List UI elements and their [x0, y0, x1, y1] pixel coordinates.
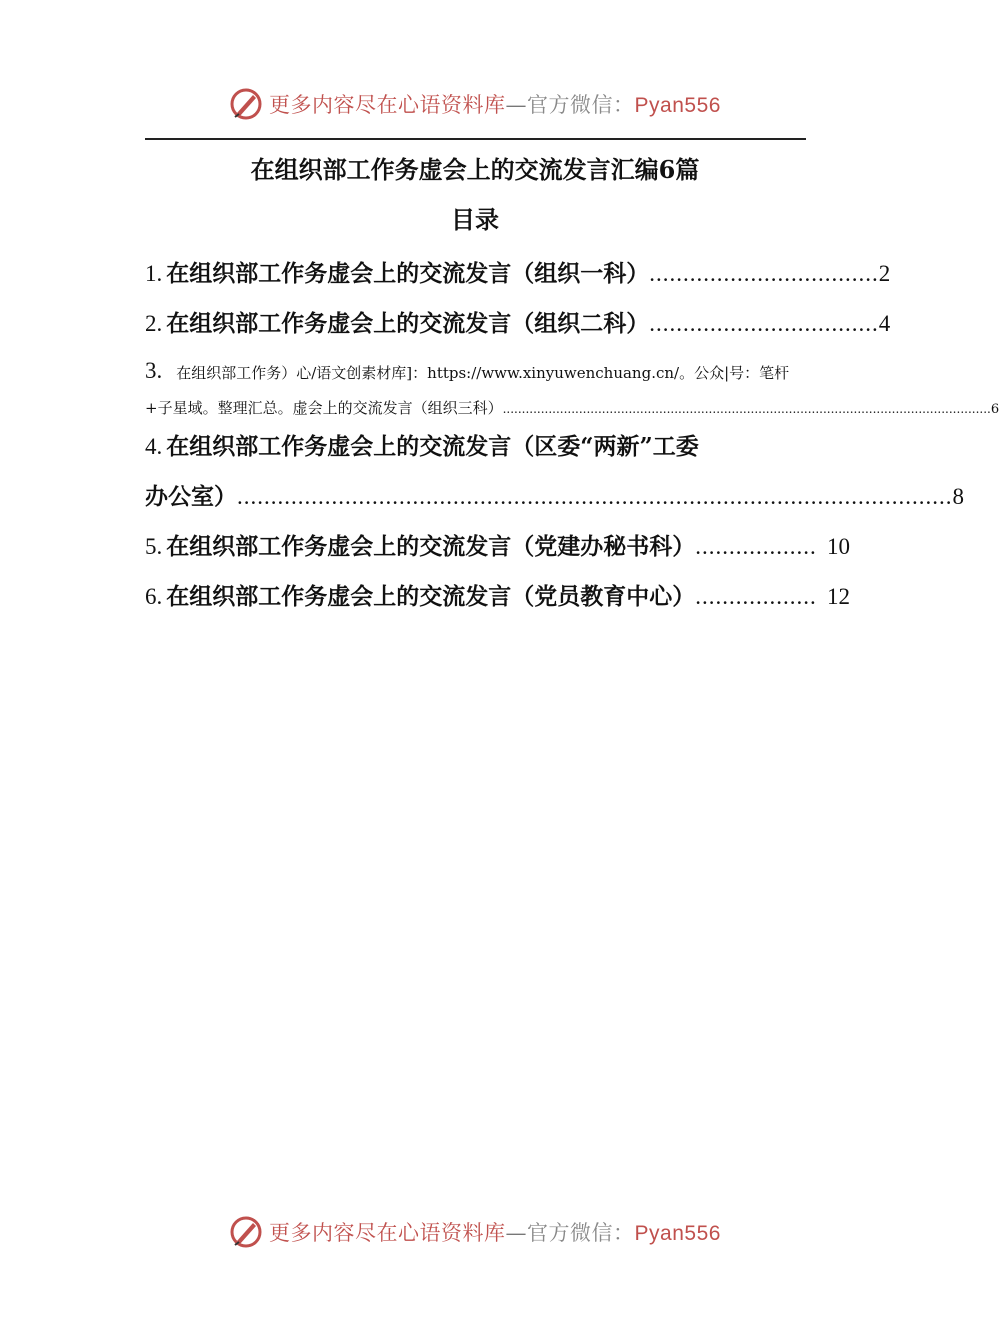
toc-entry-2[interactable] [145, 305, 891, 338]
toc-leader-dots: .................................. [649, 311, 879, 336]
banner-slogan: 更多内容尽在心语资料库 [269, 93, 506, 117]
toc-entry-3-line-2[interactable] [145, 397, 999, 418]
toc-entry-text: 在组织部工作务）心/语文创素材库]：https://www.xinyuwenchuang.cn/。公众|号：笔杆 [176, 364, 790, 382]
document-title: 在组织部工作务虚会上的交流发言汇编6篇 [250, 155, 700, 184]
toc-page-number: 6 [990, 402, 999, 417]
toc-leader-dots: .................. [695, 584, 817, 609]
banner-dash: — [505, 93, 528, 117]
banner-wechat-id: Pyan556 [634, 94, 721, 117]
toc-entry-5[interactable] [145, 528, 850, 561]
toc-entry-number: 1. [145, 261, 163, 286]
toc-entry-4-line-1[interactable] [145, 428, 699, 461]
banner-text [269, 89, 721, 119]
toc-page-number: 8 [952, 484, 964, 509]
toc-entry-number: 4. [145, 434, 163, 459]
toc-entry-number: 3. [145, 358, 163, 383]
toc-entry-text: 在组织部工作务虚会上的交流发言（党员教育中心） [166, 583, 696, 610]
toc-entry-text: +子星域。整理汇总。虚会上的交流发言（组织三科） [145, 399, 503, 417]
header-banner [0, 82, 950, 126]
toc-leader-dots: .................................. [649, 261, 879, 286]
header-rule [145, 138, 806, 140]
toc-entry-text: 在组织部工作务虚会上的交流发言（党建办秘书科） [166, 533, 696, 560]
toc-entry-4-line-2[interactable] [145, 478, 964, 511]
toc-entry-text: 办公室） [145, 483, 237, 510]
banner-wechat-label: 官方微信： [527, 93, 635, 117]
toc-page-number: 12 [827, 584, 850, 609]
toc-entry-1[interactable] [145, 255, 891, 288]
toc-page-number: 2 [878, 261, 891, 286]
toc-entry-text: 在组织部工作务虚会上的交流发言（组织一科） [166, 260, 650, 287]
pen-seal-logo-icon [229, 1215, 263, 1249]
toc-entry-text: 在组织部工作务虚会上的交流发言（区委“两新”工委 [166, 433, 699, 460]
banner-dash: — [505, 1221, 528, 1245]
toc-heading: 目录 [451, 205, 499, 234]
toc-entry-text: 在组织部工作务虚会上的交流发言（组织二科） [166, 310, 650, 337]
banner-wechat-label: 官方微信： [527, 1221, 635, 1245]
pen-seal-logo-icon [229, 87, 263, 121]
banner-wechat-id: Pyan556 [634, 1222, 721, 1245]
toc-entry-6[interactable] [145, 578, 850, 611]
banner-text [269, 1217, 721, 1247]
toc-page-number: 10 [827, 534, 850, 559]
toc-entry-number: 6. [145, 584, 163, 609]
banner-slogan: 更多内容尽在心语资料库 [269, 1221, 506, 1245]
toc-leader-dots: ................................................................................................................................ [502, 402, 991, 416]
toc-entry-number: 5. [145, 534, 163, 559]
toc-entry-3-line-1[interactable] [145, 358, 850, 384]
toc-entry-number: 2. [145, 311, 163, 336]
footer-banner [0, 1210, 950, 1254]
toc-leader-dots: .................. [695, 534, 817, 559]
toc-leader-dots: .......................................................................................................... [237, 484, 953, 509]
toc-page-number: 4 [878, 311, 891, 336]
